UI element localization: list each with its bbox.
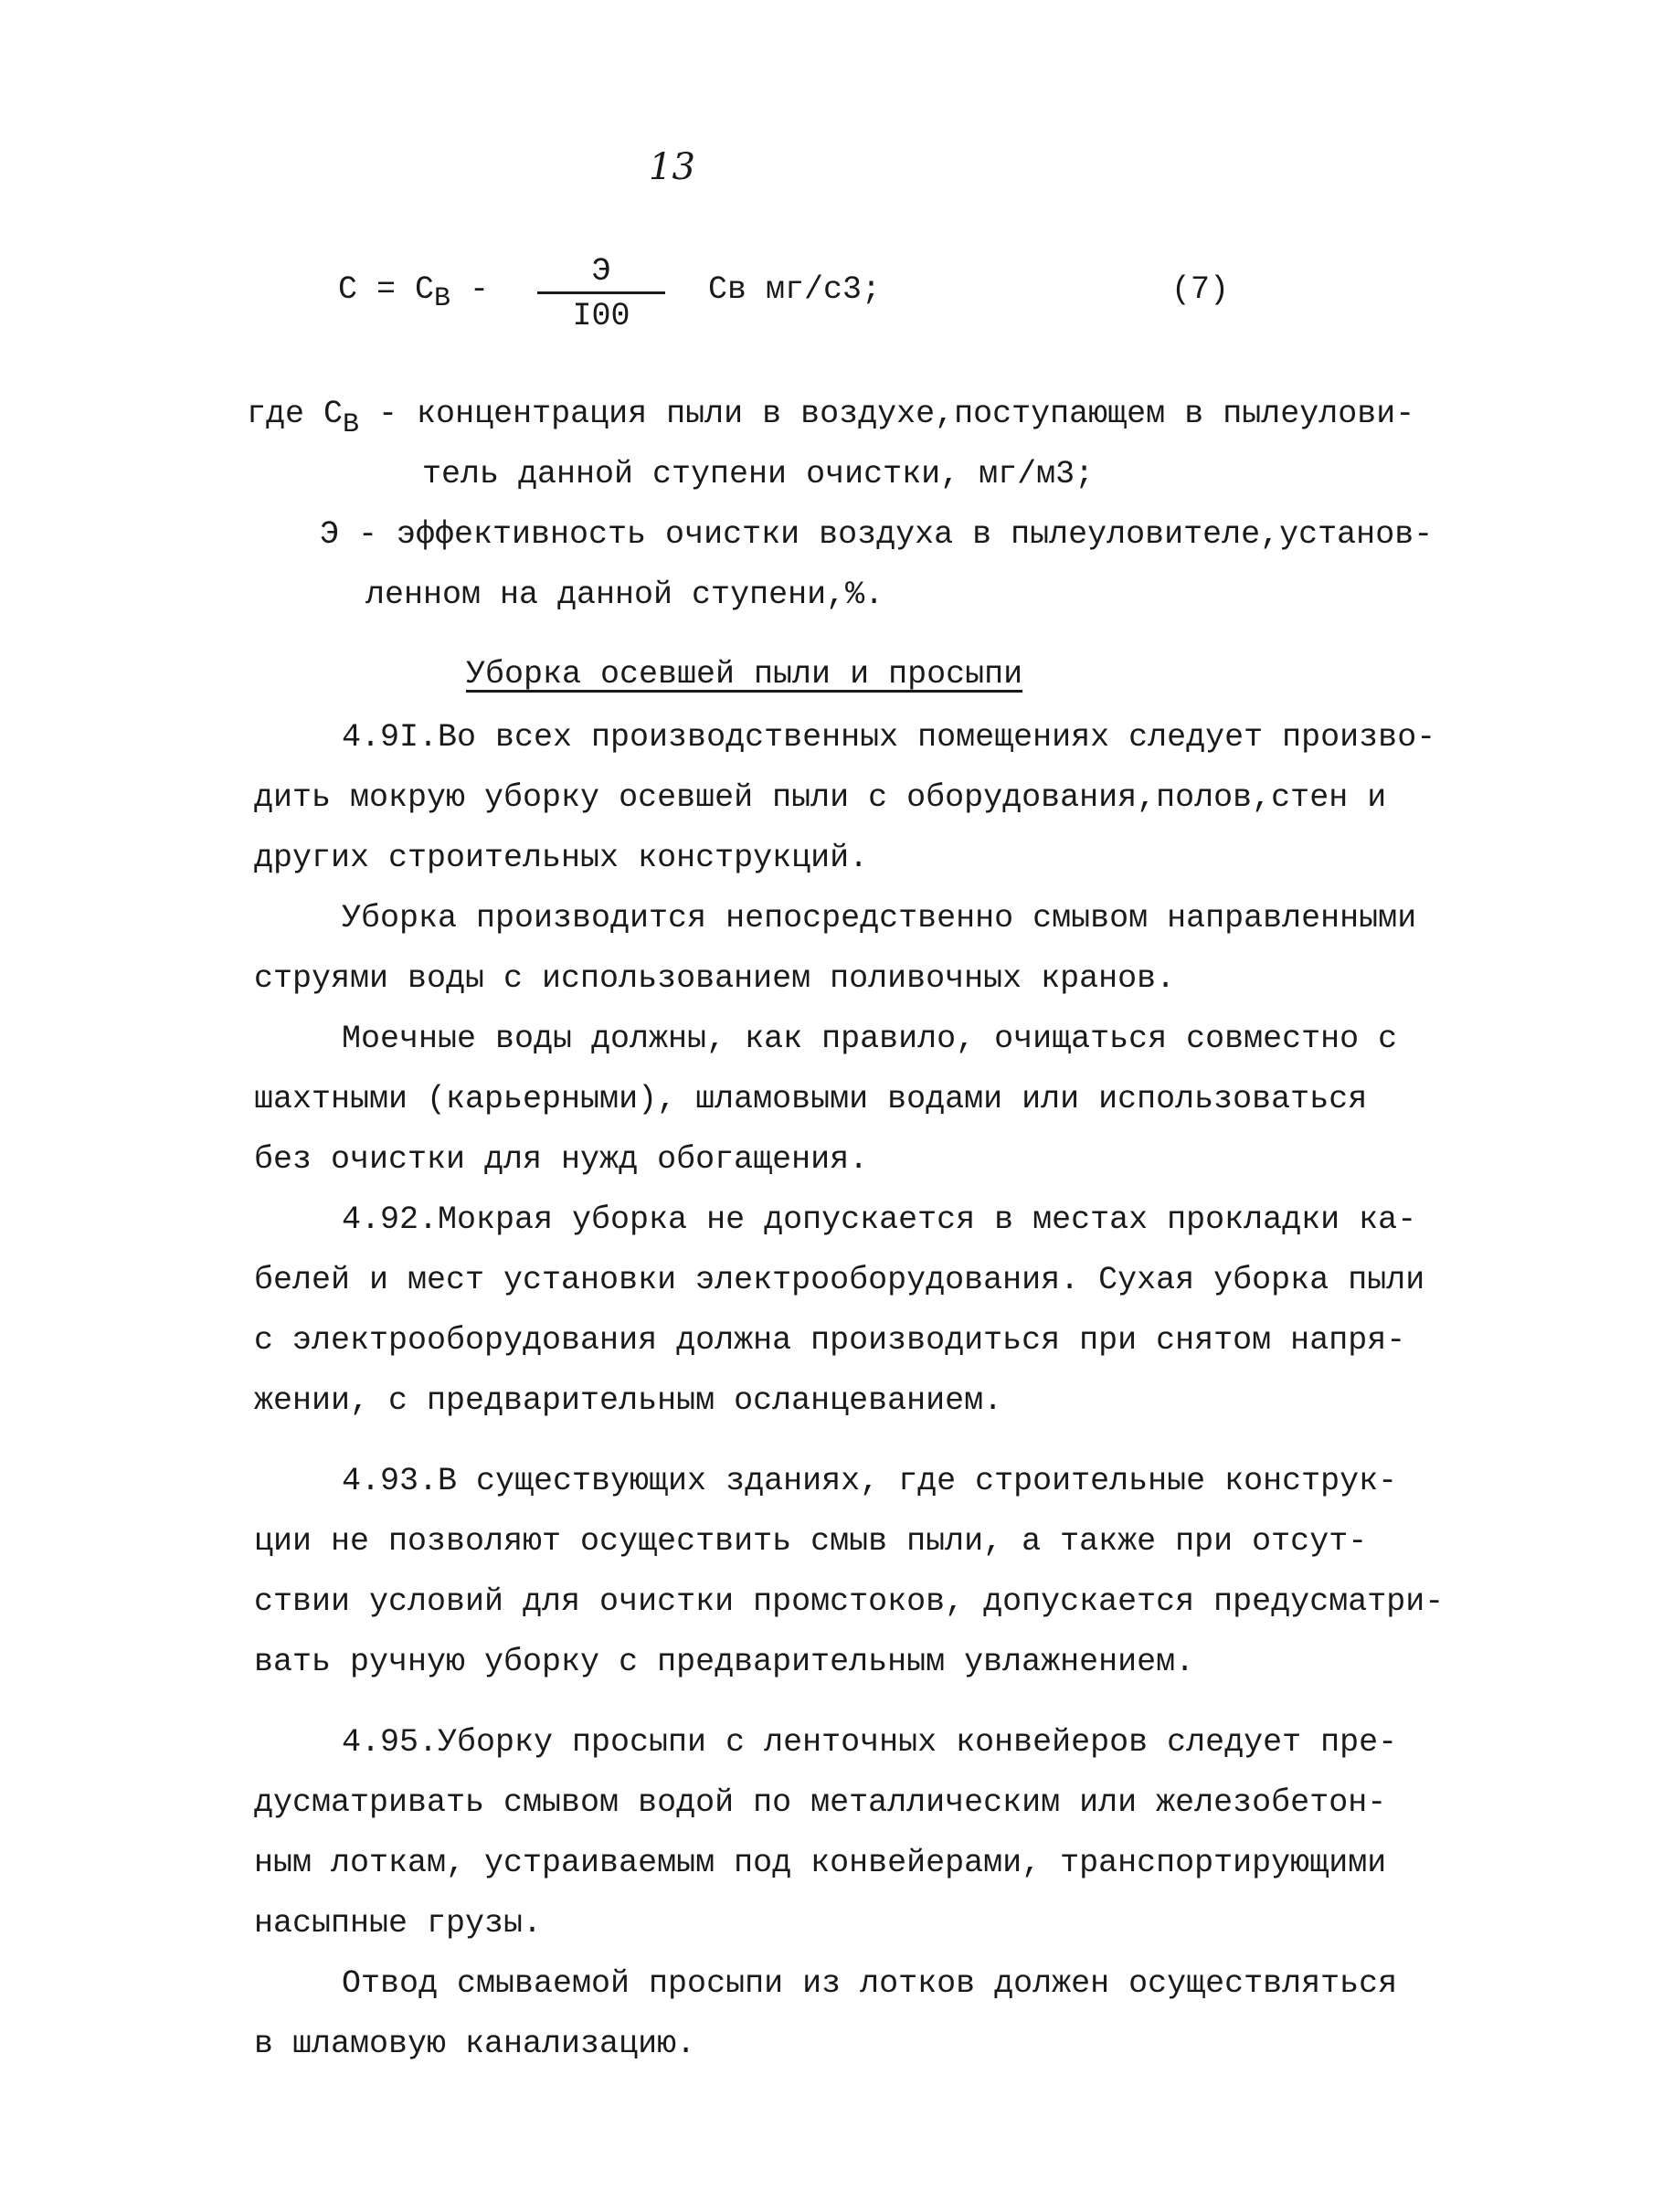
paragraph-4-93 xyxy=(254,1451,1445,1692)
paragraph-4-95 xyxy=(254,1712,1442,1953)
text-line: вать ручную уборку с предварительным увлажнением. xyxy=(254,1644,1195,1680)
paragraph-cleaning-method xyxy=(254,888,1442,1009)
definition-text: - концентрация пыли в воздухе,поступающем в пылеулови- xyxy=(359,396,1415,432)
text-line: Отвод смываемой просыпи из лотков должен осуществляться xyxy=(342,1965,1398,2002)
body-text xyxy=(254,707,1445,2074)
formula-7 xyxy=(338,253,1252,343)
text-line: с электрооборудования должна производиться при снятом напря- xyxy=(254,1322,1406,1359)
formula-denominator: I00 xyxy=(572,298,630,334)
paragraph-4-92 xyxy=(254,1190,1442,1431)
text-line: жении, с предварительным осланцеванием. xyxy=(254,1382,1003,1419)
text-line: дить мокрую уборку осевшей пыли с оборудования,полов,стен и xyxy=(254,779,1387,816)
text-line: Уборка производится непосредственно смывом направленными xyxy=(342,900,1417,937)
formula-lhs-c: С = С xyxy=(338,271,435,308)
definition-line: тель данной ступени очистки, мг/м3; xyxy=(422,456,1095,492)
text-line: ным лоткам, устраиваемым под конвейерами, транспортирующими xyxy=(254,1845,1387,1881)
formula-numerator: Э xyxy=(591,253,611,290)
formula-minus: - xyxy=(450,271,490,308)
definition-line: ленном на данной ступени,%. xyxy=(365,577,884,613)
text-line: других строительных конструкций. xyxy=(254,840,869,876)
definition-line: Э - эффективность очистки воздуха в пылеуловителе,установ- xyxy=(320,516,1434,553)
definition-line xyxy=(247,384,1453,444)
paragraph-wash-water xyxy=(254,1009,1442,1190)
definition-prefix: где С xyxy=(247,396,344,432)
paragraph-gap xyxy=(254,1692,1442,1712)
formula-rest: Св мг/с3; xyxy=(708,271,882,308)
text-line: 4.95.Уборку просыпи с ленточных конвейеров следует пре- xyxy=(342,1724,1398,1761)
definition-subscript: В xyxy=(343,409,360,440)
text-line: без очистки для нужд обогащения. xyxy=(254,1141,869,1178)
formula-lhs-subscript: В xyxy=(434,283,451,314)
text-line: дусматривать смывом водой по металлическим или железобетон- xyxy=(254,1784,1387,1821)
paragraph-gap xyxy=(254,1431,1442,1451)
fraction-bar xyxy=(537,291,665,294)
text-line: 4.9I.Во всех производственных помещениях следует произво- xyxy=(342,719,1436,756)
paragraph-4-91 xyxy=(254,707,1442,888)
text-line: белей и мест установки электрооборудования. Сухая уборка пыли xyxy=(254,1262,1425,1298)
text-line: 4.93.В существующих зданиях, где строительные конструк- xyxy=(342,1463,1398,1499)
text-line: насыпные грузы. xyxy=(254,1905,543,1942)
text-line: в шламовую канализацию. xyxy=(254,2026,696,2062)
text-line: шахтными (карьерными), шламовыми водами или использоваться xyxy=(254,1081,1368,1117)
text-line: ствии условий для очистки промстоков, допускается предусматри- xyxy=(254,1583,1445,1620)
formula-definitions xyxy=(247,384,1453,625)
section-heading: Уборка осевшей пыли и просыпи xyxy=(466,656,1023,693)
text-line: Моечные воды должны, как правило, очищаться совместно с xyxy=(342,1021,1398,1057)
text-line: 4.92.Мокрая уборка не допускается в местах прокладки ка- xyxy=(342,1201,1417,1238)
equation-number: (7) xyxy=(1171,271,1230,308)
page-number: 13 xyxy=(649,146,695,188)
formula-fraction xyxy=(537,253,665,334)
formula-lhs xyxy=(338,271,489,314)
paragraph-drainage xyxy=(254,1953,1442,2074)
text-line: ции не позволяют осуществить смыв пыли, а также при отсут- xyxy=(254,1523,1368,1560)
text-line: струями воды с использованием поливочных кранов. xyxy=(254,960,1176,997)
